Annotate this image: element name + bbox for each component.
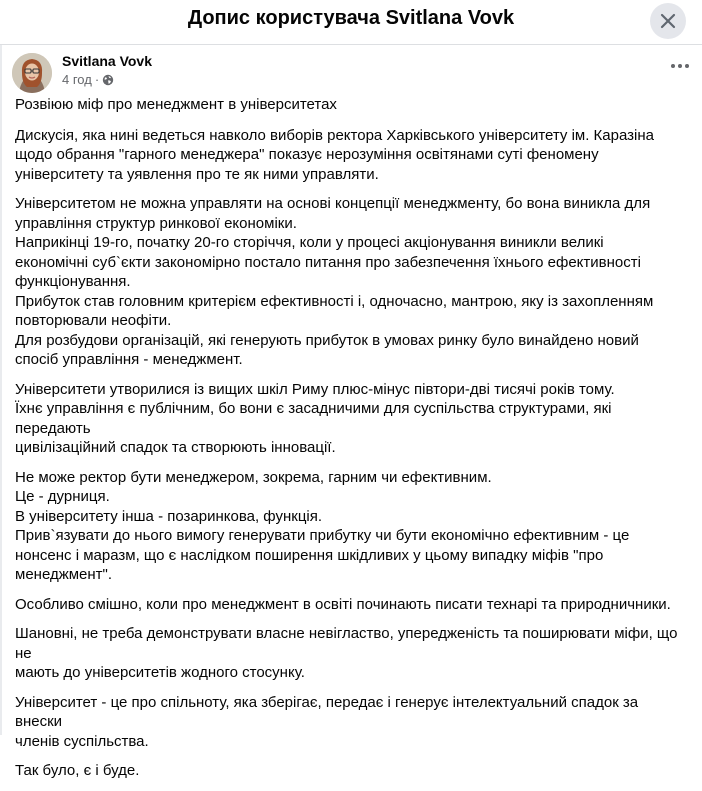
post-line: Університет - це про спільноту, яка зберігає, передає і генерує інтелектуальний спадок за внески — [15, 693, 639, 730]
post-paragraph — [15, 624, 685, 683]
post-line: В університету інша - позаринкова, функція. — [15, 507, 323, 525]
post-paragraph — [15, 194, 685, 370]
post-line: цивілізаційний спадок та створюють інновації. — [15, 439, 336, 456]
post-line: членів суспільства. — [15, 732, 149, 750]
post-meta — [62, 72, 114, 87]
globe-icon — [102, 74, 114, 86]
post-line: Розвіюю міф про менеджмент в університетах — [15, 96, 337, 113]
post-line: Особливо смішно, коли про менеджмент в освіті починають писати технарі та природничники. — [15, 595, 671, 613]
post-line: менеджмент". — [15, 566, 113, 583]
post-line: Так було, є і буде. — [15, 762, 140, 779]
post-line: Шановні, не треба демонструвати власне невігластво, упередженість та поширювати міфи, що не — [15, 625, 678, 662]
post-line: Не може ректор бути менеджером, зокрема, гарним чи ефективним. — [15, 468, 492, 486]
post-line: університету та уявлення про те як ними управляти. — [15, 165, 379, 183]
post-line: Для розбудови організацій, які генерують прибуток в умовах ринку було винайдено новий — [15, 331, 639, 349]
post-line: функціонування. — [15, 273, 131, 290]
post-line: щодо обрання "гарного менеджера" показує нерозуміння освітянами суті феномену — [15, 146, 599, 163]
post-line: управління структур ринкової економіки. — [15, 214, 297, 232]
post-timestamp[interactable]: 4 год — [62, 72, 92, 87]
post-line: нонсенс і маразм, що є наслідком поширення шкідливих у цьому випадку міфів "про — [15, 546, 604, 564]
post-menu-button[interactable] — [668, 57, 692, 77]
post-line: Прив`язувати до нього вимогу генерувати прибутку чи бути економічно ефективним - це — [15, 527, 630, 544]
post-line: Це - дурниця. — [15, 488, 110, 505]
post-line: повторювали неофіти. — [15, 312, 172, 329]
post-paragraph — [15, 95, 685, 115]
meta-separator: · — [94, 72, 100, 87]
dialog-header — [0, 0, 702, 45]
post-line: Університетом не можна управляти на основі концепції менеджменту, бо вона виникла для — [15, 195, 651, 212]
avatar-image — [12, 53, 52, 93]
avatar[interactable] — [12, 53, 52, 93]
dialog-left-border — [0, 45, 2, 735]
post-line: Їхнє управління є публічним, бо вони є засадничими для суспільства структурами, які передають — [15, 400, 612, 437]
post-paragraph — [15, 693, 685, 752]
post-paragraph — [15, 126, 685, 185]
dialog-title: Допис користувача Svitlana Vovk — [187, 7, 515, 29]
post-line: Наприкінці 19-го, початку 20-го сторіччя, коли у процесі акціонування виникли великі — [15, 234, 604, 251]
post-paragraph — [15, 761, 685, 781]
more-horizontal-icon — [670, 63, 690, 69]
post-line: економічні суб`єкти закономірно постало питання про забезпечення їхнього ефективності — [15, 253, 641, 271]
close-button[interactable] — [650, 3, 686, 39]
post-author-name[interactable]: Svitlana Vovk — [62, 53, 153, 69]
post-body — [15, 95, 685, 791]
close-icon — [660, 13, 676, 29]
post-line: Університети утворилися із вищих шкіл Риму плюс-мінус півтори-дві тисячі років тому. — [15, 380, 615, 398]
post-line: Дискусія, яка нині ведеться навколо виборів ректора Харківського університету ім. Каразіна — [15, 126, 654, 144]
post-paragraph — [15, 380, 685, 458]
post-line: спосіб управління - менеджмент. — [15, 351, 243, 368]
post-paragraph — [15, 595, 685, 615]
post-line: мають до університетів жодного стосунку. — [15, 664, 305, 681]
post-paragraph — [15, 468, 685, 585]
post-author-row — [12, 51, 692, 95]
post-line: Прибуток став головним критерієм ефективності і, одночасно, мантрою, яку із захопленням — [15, 292, 654, 310]
